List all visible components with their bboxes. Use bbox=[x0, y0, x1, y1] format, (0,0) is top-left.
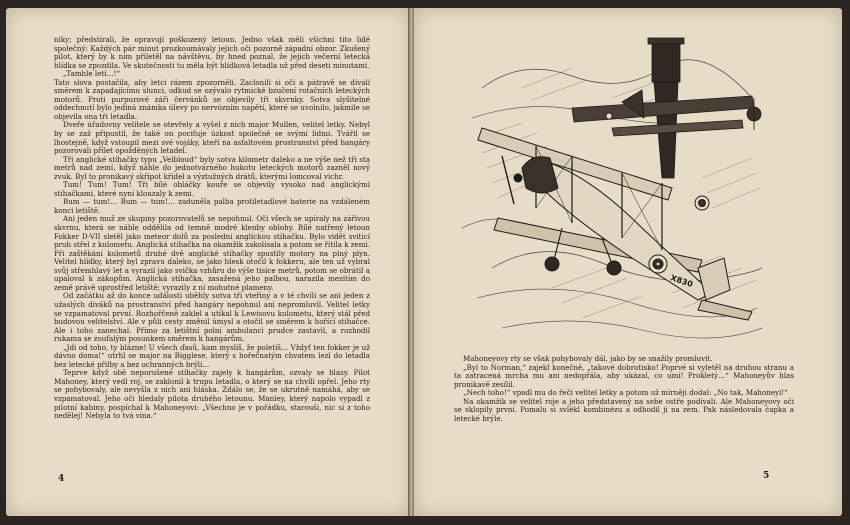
paragraph: „Byl to Norman,“ zajekl konečně, „takové dobrotisko! Poprvé si vyletěl na druhou stranu a ta zatracená mrcha mu ani nedopřála, aby ukázal, co umí! Prokletý…“ Mahoneyův hlas pronikavě zesílil. bbox=[454, 362, 794, 389]
left-page-text bbox=[54, 36, 370, 488]
page-number: 4 bbox=[58, 474, 65, 484]
paragraph: Tři anglické stíhačky typu „Velbloud“ byly sotva kilometr daleko a ne výše než tři sta metrů nad zemí, když náhle do jednotvárného hukotu leteckých motorů zazněl nový zvuk. Byl to pronikavý skřípot křídel a výztužných drátů, kterými lomcoval vichr. bbox=[54, 154, 370, 181]
paragraph: Mahoneyovy rty se však pohybovaly dál, jako by se snažily promluvit. bbox=[463, 355, 713, 363]
left-page bbox=[6, 8, 410, 516]
right-page-text bbox=[454, 355, 794, 423]
right-page bbox=[414, 8, 842, 516]
paragraph: niky; předstírali, že opravují poškozený letoun. Jedno však měli všichni tito lidé společný: Každých pár minut prozkoumávaly jejich oči pozorně západní obzor. Zkušený pilot, který by k nim přiletěl na návštěvu, by hned poznal, že jejich večerní letecká hlídka se zpozdila. Ve skutečnosti tu měla být hlídková letadla už před deseti minutami. bbox=[54, 36, 370, 70]
paragraph: „Jdi od toho, ty blázne! U všech ďasů, kam myslíš, že poletíš… Vždyť ten fokker je už dávno doma!“ utrhl se major na Bigglese, který s hořečnatým chvatem lezl do letadla bez letecké přilby a bez ochranných brýlí… bbox=[54, 342, 370, 369]
page-number: 5 bbox=[763, 471, 770, 481]
biplane-dogfight-illustration bbox=[462, 28, 762, 348]
paragraph: „Nech toho!“ vpadl mu do řeči velitel letky a potom už mírněji dodal: „No tak, Mahoneyi!“ bbox=[463, 388, 788, 398]
paragraph: Tum! Tum! Tum! Tři bílé obláčky kouře se objevily vysoko nad anglickými stíhačkami, které nyní klouzaly k zemi. bbox=[54, 180, 370, 198]
paragraph: Na okamžik se velitel roje a jeho představený na sebe ostře podívali. Ale Mahoneyovy oči se sklopily první. Pomalu si svlékl kombinézu a odhodil ji na zem. Pak následovala čapka a letecké brýle. bbox=[454, 396, 794, 423]
paragraph: Teprve když obě neporušené stíhačky zajely k hangárům, ozvaly se hlasy. Pilot Mahoney, který vedl roj, se zaklonil k trupu letadla, o který se na chvíli opřel. Jeho rty se pohybovaly, ale nevyšla z nich ani hláska. Zdálo se, že se ukrutně namáhá, aby se vzpamatoval. Jeho oči hledaly pilota druhého letounu. Manley, který napolo vypadl z pilotní kabiny, pospíchal k Mahoneyovi: „Všechno je v pořádku, starouši, nic si z toho nedělej! Nebyla to tvá vina.“ bbox=[54, 368, 370, 421]
aircraft-marking: X830 bbox=[669, 273, 694, 289]
paragraph: Od začátku až do konce události uběhly sotva tři vteřiny a v té chvíli se ani jeden z užaslých diváků na prostranství před hangáry nepohnul ani nepromluvil. Velitel letky se vzpamatoval první. Rozhořčeně zaklel a utíkal k Lewisovu kulometu, který stál před budovou velitelství. Ale v půli cesty změnil úmysl a otočil se směrem k hořící stíhačce. Ale i toho zanechal. Přímo za letištní polní ambulanci prudce zastavil, a rozhodil rukama se zoufalým posunkem směrem k hangárům. bbox=[54, 291, 370, 344]
paragraph: „Tamhle letí…!“ bbox=[63, 69, 121, 79]
paragraph: Dveře úřadovny velitele se otevřely a vyšel z nich major Mullen, velitel letky. Nebyl by se zaž připustil, že také on pociťuje úzkost společně se svými lidmi. Tvářil se lhostejně, když vstoupil mezi své vojáky, kteří na asfaltovém prostranství před hangáry pozorovali přílet opožděných letadel. bbox=[54, 120, 370, 156]
paragraph: Ani jeden muž ze skupiny pozorovatelů se nepohnul. Oči všech se upíraly na zářivou skvrnu, která se náhle oddělila od temně modré klenby oblohy. Bílé natřený letoun Fokker D-VII sletěl jako meteor dolů za poslední anglickou stíhačku. Bylo vidět svítící pruh střel z kulometu. Anglická stíhačka na okamžik zakolísala a potom se řítila k zemi. Při zaštěkání kulometů druhé dvě anglické stíhačky spustily motory na plný plyn. Velitel hlídky, který byl zpravu daleko, se jako blesk otočil k fokkeru, ale ten už vybral svůj střemhlavý let a vyrazil jako svička vzhůru do výše tisíce metrů, potom se obrátil a upaloval k zákopům. Anglická stíhačka, zasažená jeho palbou, narazila mezitím do země právě uprostřed letiště; vyrazily z ní mohutné plameny. bbox=[54, 214, 370, 292]
paragraph: Tato slova postačila, aby letci rázem zpozorněli. Zaclonili si oči a pátravě se dívali směrem k zapadajícímu slunci, odkud se ozývalo rytmické bzučení rotačních leteckých motorů. Proti purpurové záři červánků se objevily tři skvrnky. Sotva slyšitelné oddechnutí bylo jediná známka úlevy po nervózním napětí, které se uvolnilo, jakmile se objevila ona tři letadla. bbox=[54, 77, 370, 121]
paragraph: Bum — tum!… Bum — tum!… zaduněla palba protiletadlové baterie na vzdáleném konci letiště. bbox=[54, 197, 370, 215]
